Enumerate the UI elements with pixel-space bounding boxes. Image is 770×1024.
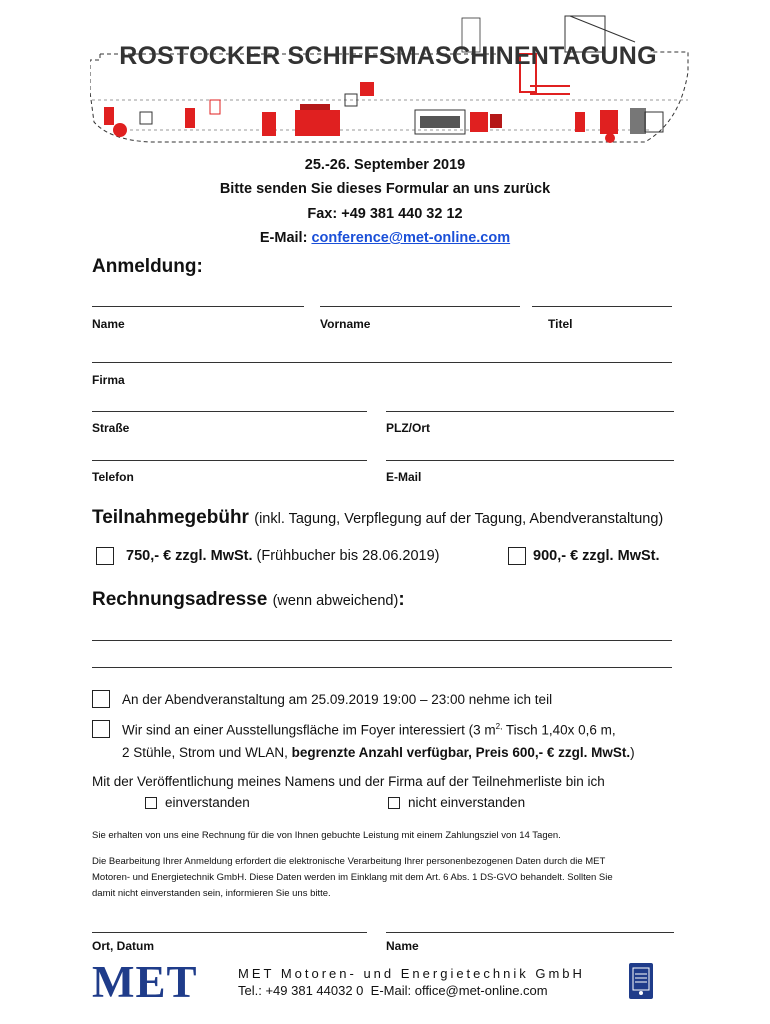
place-date-label: Ort, Datum [92, 939, 155, 953]
standard-fee-price: 900,- € zzgl. MwSt. [533, 548, 660, 564]
invoice-address-line-1[interactable] [92, 640, 672, 641]
document-icon [628, 962, 654, 1000]
banner-title: ROSTOCKER SCHIFFSMASCHINENTAGUNG [119, 42, 657, 70]
footer-email: E-Mail: office@met-online.com [370, 983, 548, 998]
privacy-line-1: Die Bearbeitung Ihrer Anmeldung erfordert die elektronische Verarbeitung Ihrer personenbezogenen Daten durch die MET [92, 856, 606, 867]
exhibition-label-line1 [122, 722, 616, 738]
early-bird-price: 750,- € zzgl. MwSt. [126, 548, 253, 564]
name-field[interactable] [92, 306, 304, 307]
standard-fee-checkbox[interactable] [508, 547, 526, 565]
footer-contact [238, 983, 548, 998]
early-bird-note: (Frühbucher bis 28.06.2019) [252, 548, 440, 564]
strasse-field[interactable] [92, 411, 367, 412]
footer-phone: Tel.: +49 381 44032 0 [238, 983, 364, 998]
exhibition-text-1-end: Tisch 1,40x 0,6 m, [502, 722, 616, 738]
exhibition-label-line2 [122, 745, 635, 760]
firma-field[interactable] [92, 362, 672, 363]
titel-field[interactable] [532, 306, 672, 307]
company-name: MET Motoren- und Energietechnik GmbH [238, 966, 585, 981]
consent-agree-label: einverstanden [165, 795, 250, 810]
firma-label: Firma [92, 373, 125, 387]
vorname-label: Vorname [320, 317, 371, 331]
fax-number: Fax: +49 381 440 32 12 [307, 206, 463, 222]
registration-heading: Anmeldung: [92, 256, 203, 277]
email-field-label: E-Mail [386, 470, 422, 484]
email-field[interactable] [386, 460, 674, 461]
early-bird-checkbox[interactable] [96, 547, 114, 565]
consent-disagree-checkbox[interactable] [388, 797, 400, 809]
plz-ort-label: PLZ/Ort [386, 421, 430, 435]
signature-name-field[interactable] [386, 932, 674, 933]
email-link[interactable]: conference@met-online.com [311, 230, 511, 246]
telefon-field[interactable] [92, 460, 367, 461]
vorname-field[interactable] [320, 306, 520, 307]
invoice-terms: Sie erhalten von uns eine Rechnung für die von Ihnen gebuchte Leistung mit einem Zahlungsziel von 14 Tagen. [92, 830, 561, 841]
exhibition-text-2-end: ) [630, 745, 635, 760]
standard-fee-option [533, 548, 660, 564]
fee-title: Teilnahmegebühr [92, 507, 249, 528]
exhibition-text-1: Wir sind an einer Ausstellungsfläche im Foyer interessiert (3 m [122, 722, 496, 738]
consent-agree-checkbox[interactable] [145, 797, 157, 809]
met-logo: MET [92, 957, 198, 1007]
email-line [0, 230, 770, 246]
invoice-heading [92, 589, 405, 611]
exhibition-checkbox[interactable] [92, 720, 110, 738]
invoice-colon: : [398, 589, 405, 610]
invoice-title: Rechnungsadresse [92, 589, 268, 610]
return-instruction: Bitte senden Sie dieses Formular an uns zurück [219, 181, 551, 197]
consent-disagree-label: nicht einverstanden [408, 795, 526, 810]
place-date-field[interactable] [92, 932, 367, 933]
exhibition-text-2: 2 Stühle, Strom und WLAN, [122, 745, 292, 760]
name-label: Name [92, 317, 125, 331]
evening-event-label: An der Abendveranstaltung am 25.09.2019 19:00 – 23:00 nehme ich teil [122, 692, 553, 707]
evening-event-checkbox[interactable] [92, 690, 110, 708]
telefon-label: Telefon [92, 470, 134, 484]
strasse-label: Straße [92, 421, 130, 435]
event-date: 25.-26. September 2019 [304, 157, 466, 173]
invoice-address-line-2[interactable] [92, 667, 672, 668]
privacy-line-3: damit nicht einverstanden sein, informieren Sie uns bitte. [92, 888, 331, 899]
consent-question: Mit der Veröffentlichung meines Namens und der Firma auf der Teilnehmerliste bin ich [92, 774, 605, 789]
invoice-note: (wenn abweichend) [272, 593, 399, 609]
email-label: E-Mail: [259, 230, 312, 246]
signature-name-label: Name [386, 939, 419, 953]
early-bird-option [126, 548, 440, 564]
fee-note: (inkl. Tagung, Verpflegung auf der Tagung, Abendveranstaltung) [254, 511, 664, 527]
privacy-line-2: Motoren- und Energietechnik GmbH. Diese Daten werden im Einklang mit dem Art. 6 Abs. 1 DS-GVO behandelt. Sollten Sie [92, 872, 613, 883]
titel-label: Titel [548, 317, 573, 331]
fee-heading [92, 507, 663, 529]
ship-schematic-banner [90, 12, 690, 152]
plz-ort-field[interactable] [386, 411, 674, 412]
exhibition-limited-note: begrenzte Anzahl verfügbar, Preis 600,- € zzgl. MwSt. [291, 745, 631, 760]
exhibition-sup: 2, [495, 722, 503, 731]
